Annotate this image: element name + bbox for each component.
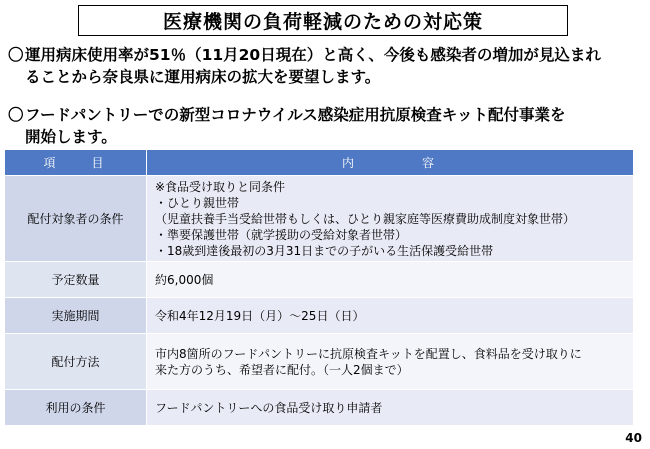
row-label: 実施期間 [5,298,147,334]
row-content [147,176,634,262]
table-row [5,298,634,334]
content-line: 市内8箇所のフードパントリーに抗原検査キットを配置し、食料品を受け取りに [155,346,582,361]
content-line: （児童扶養手当受給世帯もしくは、ひとり親家庭等医療費助成制度対象世帯） [155,211,576,226]
row-content [147,298,634,334]
bullet-line: ることから奈良県に運用病床の拡大を要望します。 [25,68,381,86]
table-row [5,262,634,298]
header-item: 項 目 [5,150,147,176]
content-line: ・18歳到達後最初の3月31日までの子がいる生活保護受給世帯 [155,243,494,258]
row-label: 配付方法 [5,334,147,390]
row-content [147,390,634,426]
bullet-line: 開始します。 [25,128,117,146]
content-line: 約6,000個 [155,272,214,287]
bullet-line: 運用病床使用率が51％（11月20日現在）と高く、今後も感染者の増加が見込まれ [25,46,601,64]
table-header-row [5,150,634,176]
content-line: ※食品受け取りと同条件 [155,179,286,194]
table-row [5,176,634,262]
distribution-table [4,149,634,426]
header-content: 内 容 [147,150,634,176]
bullet-line: フードパントリーでの新型コロナウイルス感染症用抗原検査キット配付事業を [25,106,566,124]
bullet-test-kit [8,104,648,148]
table-row [5,390,634,426]
page-title: 医療機関の負荷軽減のための対応策 [78,5,568,36]
row-content [147,262,634,298]
bullet-bed-usage [8,44,648,88]
content-line: ・ひとり親世帯 [155,195,240,210]
page-number: 40 [625,431,642,445]
content-line: 来た方のうち、希望者に配付。（一人2個まで） [155,362,409,377]
bullet-mark: 〇 [8,46,24,64]
content-line: ・準要保護世帯（就学援助の受給対象者世帯） [155,227,408,242]
table-row [5,334,634,390]
row-label: 予定数量 [5,262,147,298]
row-content [147,334,634,390]
bullet-mark: 〇 [8,106,24,124]
content-line: フードパントリーへの食品受け取り申請者 [155,400,383,415]
row-label: 利用の条件 [5,390,147,426]
content-line: 令和4年12月19日（月）～25日（日） [155,308,365,323]
row-label: 配付対象者の条件 [5,176,147,262]
